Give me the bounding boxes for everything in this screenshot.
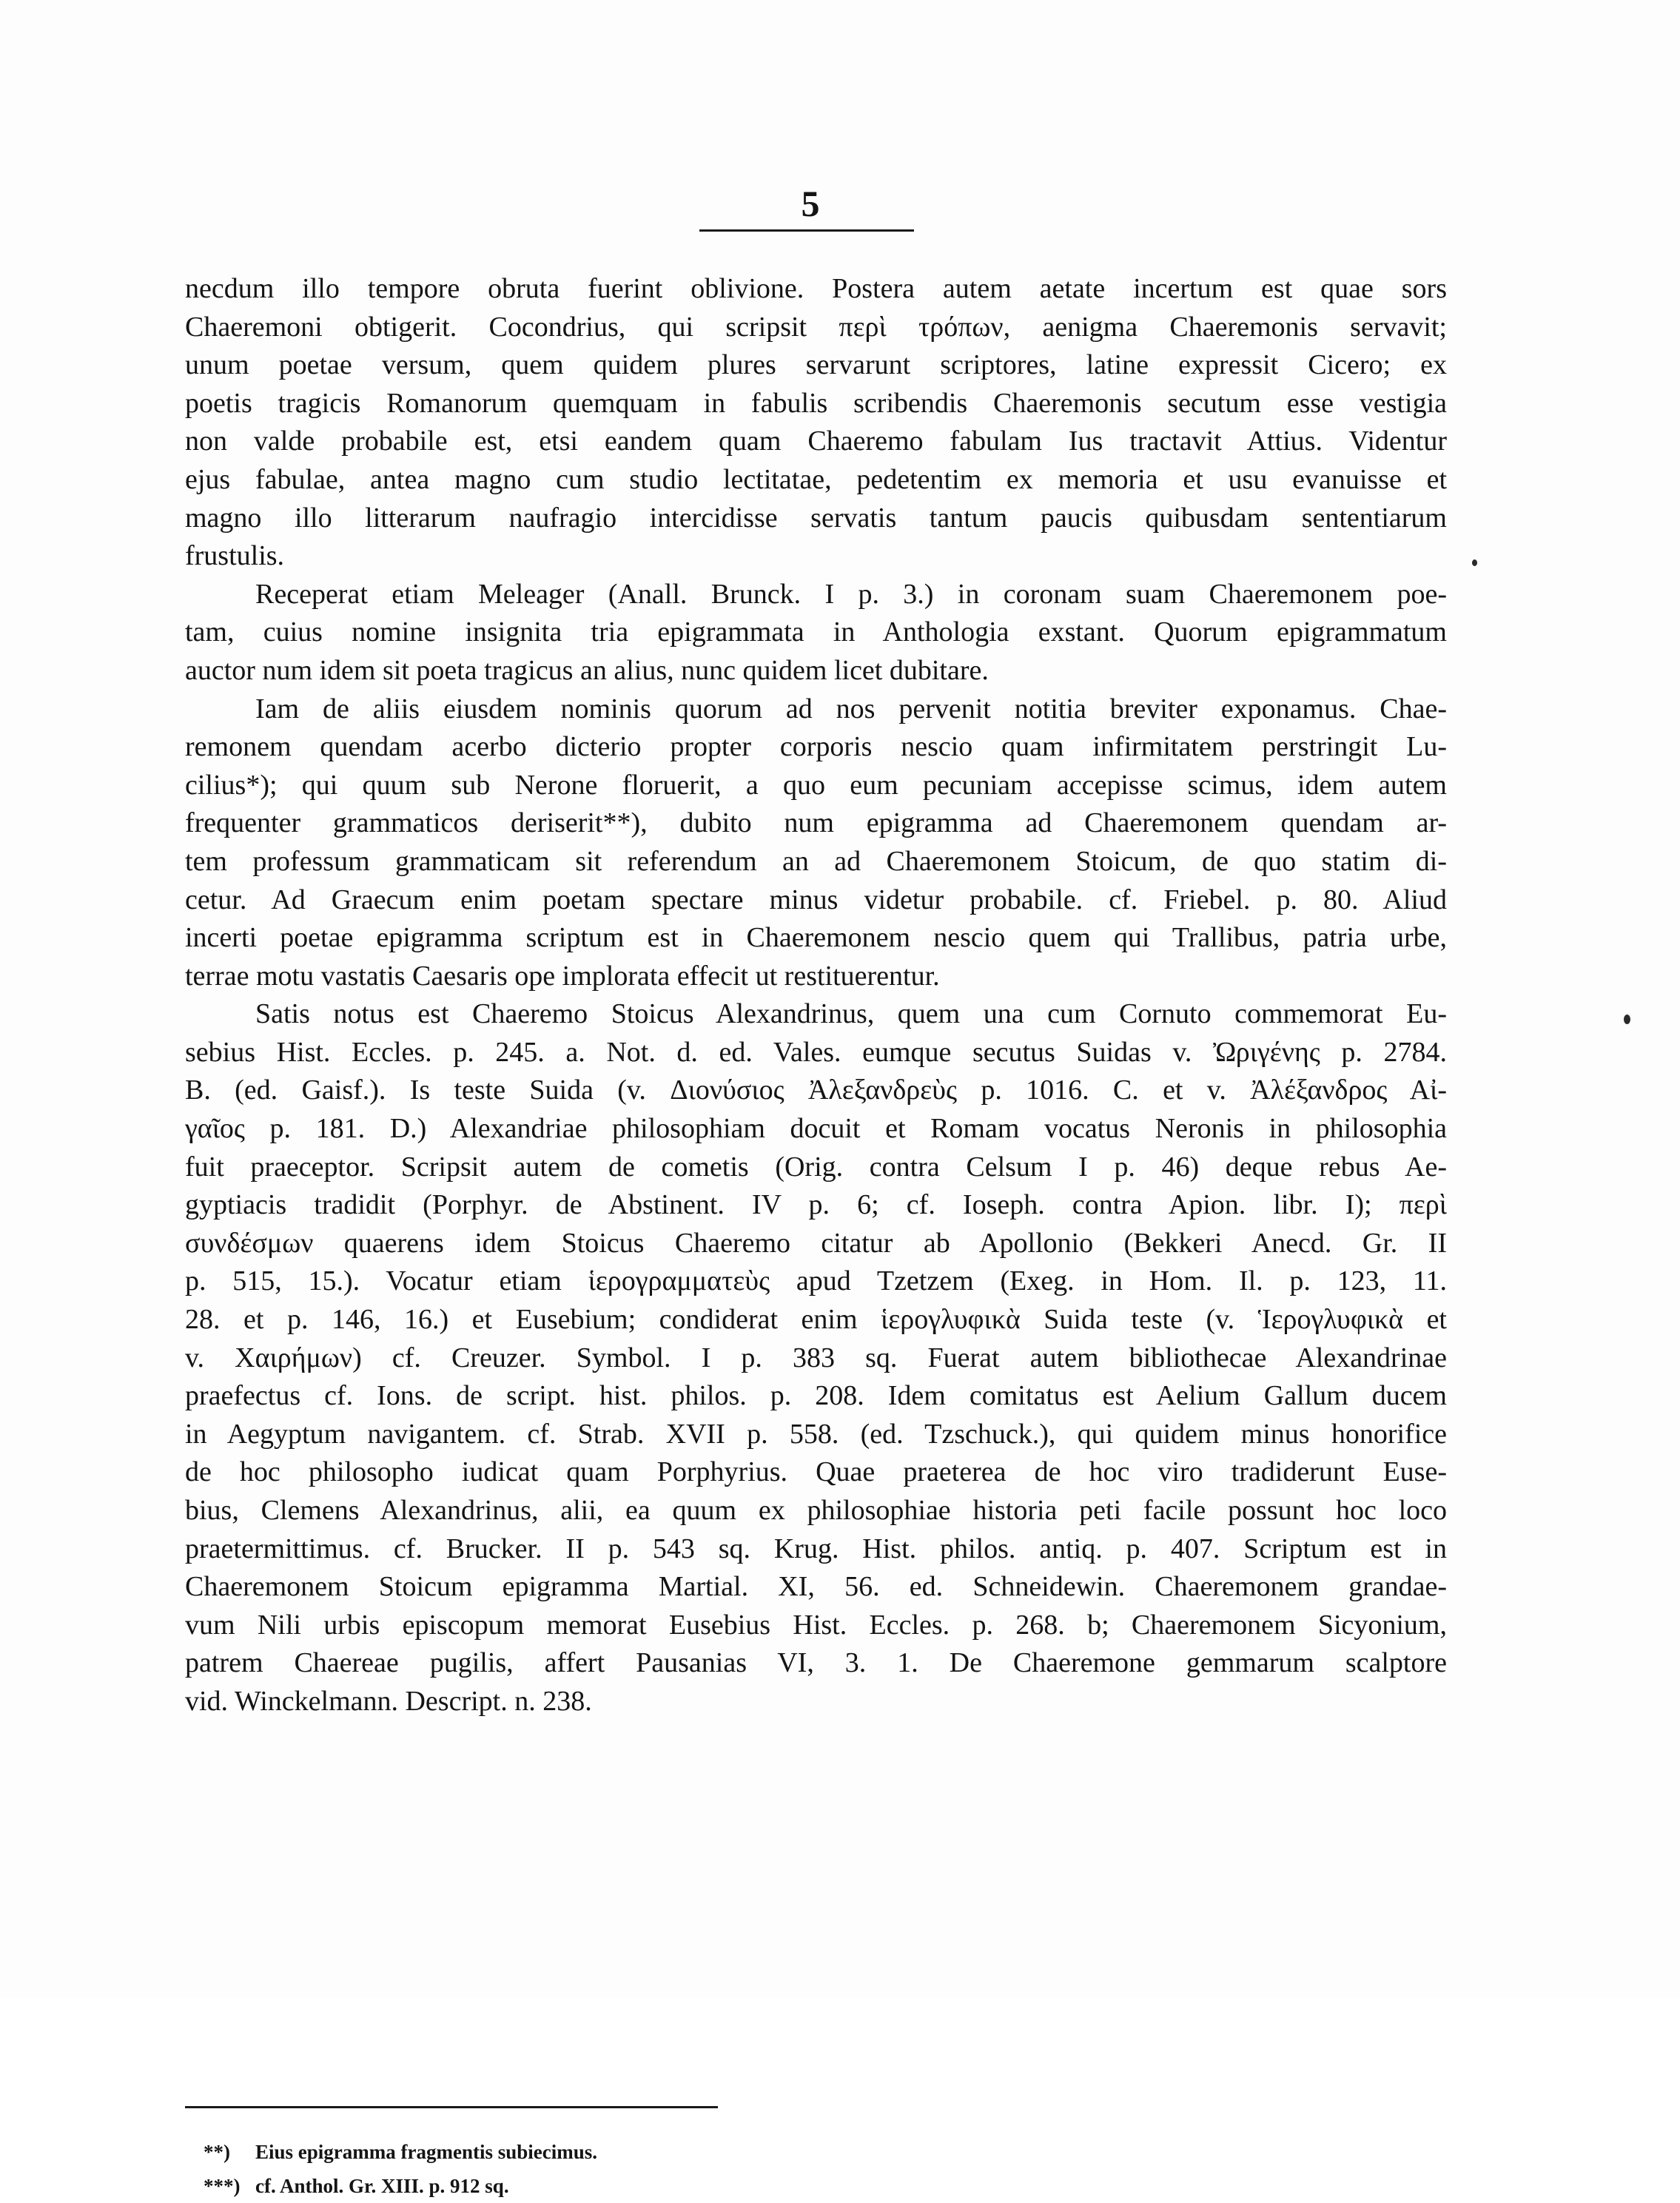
text-line: incerti poetae epigramma scriptum est in Chaeremonem nescio quem qui Trallibus, patria urbe, [185, 922, 1447, 954]
paragraph-end-line: auctor num idem sit poeta tragicus an alius, nunc quidem licet dubitare. [185, 654, 989, 686]
header-rule [699, 229, 914, 232]
footnote-text: cf. Anthol. Gr. XIII. p. 912 sq. [255, 2175, 509, 2197]
paragraph-end-line: terrae motu vastatis Caesaris ope implorata effecit ut restituerentur. [185, 960, 940, 992]
footnotes [204, 2135, 1314, 2203]
text-line: bius, Clemens Alexandrinus, alii, ea quum ex philosophiae historia peti facile possunt hoc loco [185, 1495, 1447, 1526]
text-line: ejus fabulae, antea magno cum studio lectitatae, pedetentim ex memoria et usu evanuisse et [185, 463, 1447, 495]
text-line: magno illo litterarum naufragio intercidisse servatis tantum paucis quibusdam sententiarum [185, 502, 1447, 534]
text-line: 28. et p. 146, 16.) et Eusebium; condiderat enim ἱερογλυφικὰ Suida teste (v. Ἱερογλυφικὰ et [185, 1304, 1447, 1336]
text-line: sebius Hist. Eccles. p. 245. a. Not. d. ed. Vales. eumque secutus Suidas v. Ὠριγένης p. 2784. [185, 1036, 1447, 1068]
text-line: fuit praeceptor. Scripsit autem de cometis (Orig. contra Celsum I p. 46) deque rebus Ae- [185, 1151, 1447, 1183]
text-line: tam, cuius nomine insignita tria epigrammata in Anthologia exstant. Quorum epigrammatum [185, 616, 1447, 648]
text-line: Chaeremonem Stoicum epigramma Martial. XI, 56. ed. Schneidewin. Chaeremonem grandae- [185, 1571, 1447, 1603]
text-line: cetur. Ad Graecum enim poetam spectare minus videtur probabile. cf. Friebel. p. 80. Aliud [185, 884, 1447, 915]
text-line: v. Χαιρήμων) cf. Creuzer. Symbol. I p. 383 sq. Fuerat autem bibliothecae Alexandrinae [185, 1342, 1447, 1373]
text-line: Chaeremoni obtigerit. Cocondrius, qui scripsit περὶ τρόπων, aenigma Chaeremonis servavit; [185, 311, 1447, 343]
footnote-mark: **) [204, 2141, 230, 2163]
text-line: unum poetae versum, quem quidem plures servarunt scriptores, latine expressit Cicero; ex [185, 349, 1447, 381]
text-line: necdum illo tempore obruta fuerint oblivione. Postera autem aetate incertum est quae sors [185, 273, 1447, 304]
text-line: vum Nili urbis episcopum memorat Eusebius Hist. Eccles. p. 268. b; Chaeremonem Sicyonium, [185, 1609, 1447, 1641]
text-line: cilius*); qui quum sub Nerone floruerit, a quo eum pecuniam accepisse scimus, idem autem [185, 769, 1447, 801]
paragraph-end-line: vid. Winckelmann. Descript. n. 238. [185, 1685, 592, 1717]
text-line: non valde probabile est, etsi eandem quam Chaeremo fabulam Ius tractavit Attius. Videntur [185, 426, 1447, 457]
text-line: de hoc philosopho iudicat quam Porphyrius. Quae praeterea de hoc viro tradiderunt Euse- [185, 1456, 1447, 1488]
text-line: remonem quendam acerbo dicterio propter corporis nescio quam infirmitatem perstringit Lu- [185, 731, 1447, 763]
footnote-rule [185, 2106, 718, 2108]
text-line: συνδέσμων quaerens idem Stoicus Chaeremo citatur ab Apollonio (Bekkeri Anecd. Gr. II [185, 1227, 1447, 1259]
ink-speck [1472, 559, 1477, 566]
body-text [185, 270, 1447, 1721]
footnote [204, 2169, 1314, 2203]
text-line: B. (ed. Gaisf.). Is teste Suida (v. Διονύσιος Ἀλεξανδρεὺς p. 1016. C. et v. Ἀλέξανδρος Αἰ- [185, 1074, 1447, 1106]
text-line: poetis tragicis Romanorum quemquam in fabulis scribendis Chaeremonis secutum esse vestigia [185, 387, 1447, 419]
paragraph-start-line: Receperat etiam Meleager (Anall. Brunck. I p. 3.) in coronam suam Chaeremonem poe- [255, 578, 1447, 610]
paragraph-start-line: Iam de aliis eiusdem nominis quorum ad nos pervenit notitia breviter exponamus. Chae- [255, 693, 1447, 724]
footnote [204, 2135, 1314, 2169]
text-line: tem professum grammaticam sit referendum an ad Chaeremonem Stoicum, de quo statim di- [185, 845, 1447, 877]
text-line: frequenter grammaticos deriserit**), dubito num epigramma ad Chaeremonem quendam ar- [185, 807, 1447, 839]
text-line: gyptiacis tradidit (Porphyr. de Abstinent. IV p. 6; cf. Ioseph. contra Apion. libr. I); περὶ [185, 1189, 1447, 1221]
page-number: 5 [801, 183, 820, 224]
text-line: γαῖος p. 181. D.) Alexandriae philosophiam docuit et Romam vocatus Neronis in philosophia [185, 1113, 1447, 1145]
paragraph-start-line: Satis notus est Chaeremo Stoicus Alexandrinus, quem una cum Cornuto commemorat Eu- [255, 998, 1447, 1030]
ink-speck [1624, 1015, 1630, 1024]
paragraph-end-line: frustulis. [185, 540, 285, 572]
footnote-text: Eius epigramma fragmentis subiecimus. [255, 2141, 597, 2163]
text-line: praetermittimus. cf. Brucker. II p. 543 sq. Krug. Hist. philos. antiq. p. 407. Scriptum est in [185, 1533, 1447, 1564]
footnote-mark: ***) [204, 2175, 241, 2197]
text-line: praefectus cf. Ions. de script. hist. philos. p. 208. Idem comitatus est Aelium Gallum ducem [185, 1380, 1447, 1412]
text-line: in Aegyptum navigantem. cf. Strab. XVII p. 558. (ed. Tzschuck.), qui quidem minus honorifice [185, 1418, 1447, 1450]
text-line: p. 515, 15.). Vocatur etiam ἱερογραμματεὺς apud Tzetzem (Exeg. in Hom. Il. p. 123, 11. [185, 1265, 1447, 1297]
text-line: patrem Chaereae pugilis, affert Pausanias VI, 3. 1. De Chaeremone gemmarum scalptore [185, 1647, 1447, 1679]
